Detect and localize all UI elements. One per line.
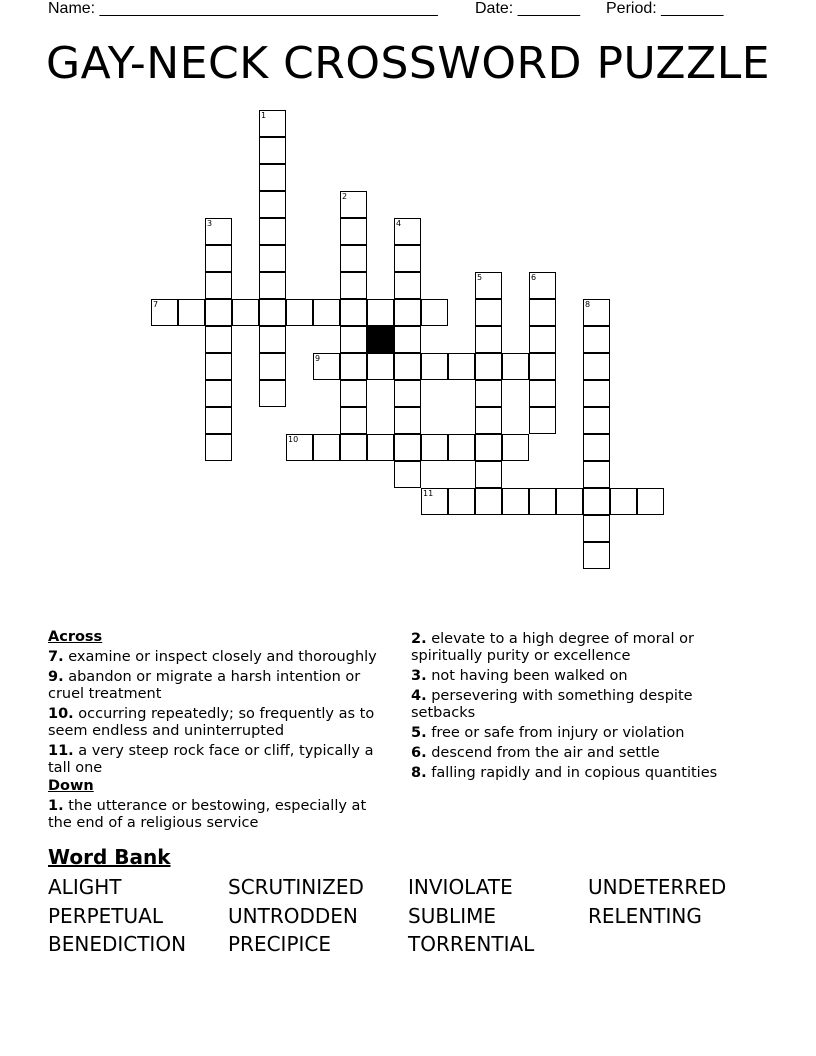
word-bank-word: SUBLIME <box>408 904 496 928</box>
grid-cell[interactable] <box>340 380 367 407</box>
clues-right-column <box>411 628 751 782</box>
grid-cell[interactable] <box>259 353 286 380</box>
clue-across-10 <box>48 706 393 740</box>
grid-cell[interactable] <box>367 299 394 326</box>
grid-cell[interactable] <box>259 326 286 353</box>
grid-cell[interactable] <box>205 245 232 272</box>
word-bank-word: SCRUTINIZED <box>228 875 364 899</box>
grid-cell[interactable] <box>151 299 178 326</box>
grid-cell[interactable] <box>205 407 232 434</box>
grid-cell[interactable] <box>529 299 556 326</box>
grid-cell[interactable] <box>259 191 286 218</box>
grid-cell[interactable] <box>394 461 421 488</box>
grid-cell[interactable] <box>340 407 367 434</box>
clue-down-8 <box>411 765 751 782</box>
clues-left-column <box>48 628 393 832</box>
clue-down-6 <box>411 745 751 762</box>
grid-cell[interactable] <box>259 245 286 272</box>
across-heading: Across <box>48 629 103 645</box>
grid-cell[interactable] <box>475 326 502 353</box>
word-bank-word: BENEDICTION <box>48 932 187 956</box>
clue-down-2 <box>411 631 751 665</box>
clue-down-5 <box>411 725 751 742</box>
grid-cell[interactable] <box>340 218 367 245</box>
grid-cell[interactable] <box>610 488 637 515</box>
grid-cell[interactable] <box>475 272 502 299</box>
word-bank-word: RELENTING <box>588 904 702 928</box>
grid-cell[interactable] <box>421 488 448 515</box>
period-field[interactable]: Period: _______ <box>606 0 724 17</box>
name-field[interactable]: Name: ______________________________________ <box>48 0 438 17</box>
grid-cell[interactable] <box>475 407 502 434</box>
grid-cell[interactable] <box>205 353 232 380</box>
grid-cell[interactable] <box>394 353 421 380</box>
grid-cell[interactable] <box>340 434 367 461</box>
word-bank-word: PERPETUAL <box>48 904 163 928</box>
grid-cell[interactable] <box>313 353 340 380</box>
cell-number: 10 <box>288 435 299 444</box>
clue-text: descend from the air and settle <box>431 745 660 761</box>
cell-number: 5 <box>477 273 483 282</box>
grid-cell[interactable] <box>178 299 205 326</box>
grid-cell[interactable] <box>259 164 286 191</box>
word-bank-word: ALIGHT <box>48 875 122 899</box>
clue-number: 10. <box>48 706 74 722</box>
grid-cell[interactable] <box>556 488 583 515</box>
grid-cell[interactable] <box>259 380 286 407</box>
cell-number: 7 <box>153 300 159 309</box>
cell-number: 4 <box>396 219 402 228</box>
grid-cell[interactable] <box>583 353 610 380</box>
clue-text: persevering with something despite setbacks <box>411 688 693 721</box>
cell-number: 6 <box>531 273 537 282</box>
grid-cell[interactable] <box>394 434 421 461</box>
grid-cell[interactable] <box>448 488 475 515</box>
grid-cell[interactable] <box>394 272 421 299</box>
grid-cell[interactable] <box>529 380 556 407</box>
word-bank-word: UNTRODDEN <box>228 904 358 928</box>
clue-across-9 <box>48 669 393 703</box>
cell-number: 2 <box>342 192 348 201</box>
clue-text: a very steep rock face or cliff, typically a tall one <box>48 743 374 776</box>
cell-number: 8 <box>585 300 591 309</box>
grid-cell[interactable] <box>367 434 394 461</box>
grid-cell[interactable] <box>475 380 502 407</box>
grid-cell[interactable] <box>448 434 475 461</box>
grid-cell[interactable] <box>394 245 421 272</box>
grid-cell[interactable] <box>583 299 610 326</box>
clue-number: 5. <box>411 725 427 741</box>
cell-number: 9 <box>315 354 321 363</box>
date-field[interactable]: Date: _______ <box>475 0 580 17</box>
cell-number: 11 <box>423 489 434 498</box>
grid-cell[interactable] <box>394 218 421 245</box>
grid-cell[interactable] <box>286 299 313 326</box>
grid-cell[interactable] <box>205 299 232 326</box>
clue-number: 4. <box>411 688 427 704</box>
grid-cell[interactable] <box>340 272 367 299</box>
grid-cell[interactable] <box>502 353 529 380</box>
grid-cell[interactable] <box>394 380 421 407</box>
grid-cell[interactable] <box>394 407 421 434</box>
grid-cell[interactable] <box>313 434 340 461</box>
clue-number: 7. <box>48 649 64 665</box>
grid-cell[interactable] <box>286 434 313 461</box>
clue-text: not having been walked on <box>431 668 628 684</box>
cell-number: 3 <box>207 219 213 228</box>
word-bank-title: Word Bank <box>48 845 171 869</box>
clue-down-3 <box>411 668 751 685</box>
grid-cell[interactable] <box>205 272 232 299</box>
grid-cell[interactable] <box>583 326 610 353</box>
grid-cell[interactable] <box>583 542 610 569</box>
grid-cell[interactable] <box>583 488 610 515</box>
grid-cell[interactable] <box>340 191 367 218</box>
clue-number: 8. <box>411 765 427 781</box>
grid-cell[interactable] <box>232 299 259 326</box>
grid-cell[interactable] <box>583 461 610 488</box>
grid-cell[interactable] <box>340 245 367 272</box>
clue-number: 3. <box>411 668 427 684</box>
grid-cell[interactable] <box>529 407 556 434</box>
grid-cell[interactable] <box>205 434 232 461</box>
clue-across-11 <box>48 743 393 777</box>
down-heading: Down <box>48 778 94 794</box>
clue-number: 2. <box>411 631 427 647</box>
grid-cell[interactable] <box>583 434 610 461</box>
page-title: GAY-NECK CROSSWORD PUZZLE <box>45 38 771 89</box>
clue-text: the utterance or bestowing, especially at the end of a religious service <box>48 798 367 831</box>
grid-cell[interactable] <box>259 137 286 164</box>
grid-cell[interactable] <box>421 434 448 461</box>
grid-cell[interactable] <box>475 353 502 380</box>
cell-number: 1 <box>261 111 267 120</box>
grid-cell[interactable] <box>448 353 475 380</box>
grid-cell[interactable] <box>583 407 610 434</box>
clue-number: 9. <box>48 669 64 685</box>
grid-cell[interactable] <box>259 299 286 326</box>
grid-cell[interactable] <box>475 434 502 461</box>
word-bank-word: TORRENTIAL <box>408 932 535 956</box>
grid-cell[interactable] <box>313 299 340 326</box>
grid-cell[interactable] <box>205 380 232 407</box>
grid-cell[interactable] <box>637 488 664 515</box>
grid-cell[interactable] <box>394 326 421 353</box>
clue-text: examine or inspect closely and thoroughly <box>68 649 377 665</box>
grid-cell[interactable] <box>340 299 367 326</box>
grid-cell[interactable] <box>340 326 367 353</box>
clue-across-7 <box>48 649 393 666</box>
grid-cell[interactable] <box>502 488 529 515</box>
clue-text: abandon or migrate a harsh intention or cruel treatment <box>48 669 361 702</box>
grid-cell[interactable] <box>205 218 232 245</box>
black-cell <box>367 326 394 353</box>
clue-number: 1. <box>48 798 64 814</box>
grid-cell[interactable] <box>502 434 529 461</box>
grid-cell[interactable] <box>259 110 286 137</box>
grid-cell[interactable] <box>394 299 421 326</box>
grid-cell[interactable] <box>340 353 367 380</box>
grid-cell[interactable] <box>421 353 448 380</box>
grid-cell[interactable] <box>475 461 502 488</box>
grid-cell[interactable] <box>529 326 556 353</box>
clue-number: 11. <box>48 743 74 759</box>
grid-cell[interactable] <box>421 299 448 326</box>
word-bank-word: PRECIPICE <box>228 932 332 956</box>
clue-text: falling rapidly and in copious quantities <box>431 765 718 781</box>
grid-cell[interactable] <box>529 272 556 299</box>
grid-cell[interactable] <box>205 326 232 353</box>
grid-cell[interactable] <box>583 515 610 542</box>
grid-cell[interactable] <box>529 488 556 515</box>
word-bank-word: UNDETERRED <box>588 875 727 899</box>
clue-text: elevate to a high degree of moral or spiritually purity or excellence <box>411 631 694 664</box>
clue-down-1 <box>48 798 393 832</box>
grid-cell[interactable] <box>583 380 610 407</box>
grid-cell[interactable] <box>367 353 394 380</box>
clue-number: 6. <box>411 745 427 761</box>
grid-cell[interactable] <box>259 272 286 299</box>
clue-text: free or safe from injury or violation <box>431 725 685 741</box>
grid-cell[interactable] <box>475 299 502 326</box>
grid-cell[interactable] <box>259 218 286 245</box>
grid-cell[interactable] <box>529 353 556 380</box>
word-bank-word: INVIOLATE <box>408 875 513 899</box>
clue-down-4 <box>411 688 751 722</box>
clue-text: occurring repeatedly; so frequently as to seem endless and uninterrupted <box>48 706 375 739</box>
grid-cell[interactable] <box>475 488 502 515</box>
